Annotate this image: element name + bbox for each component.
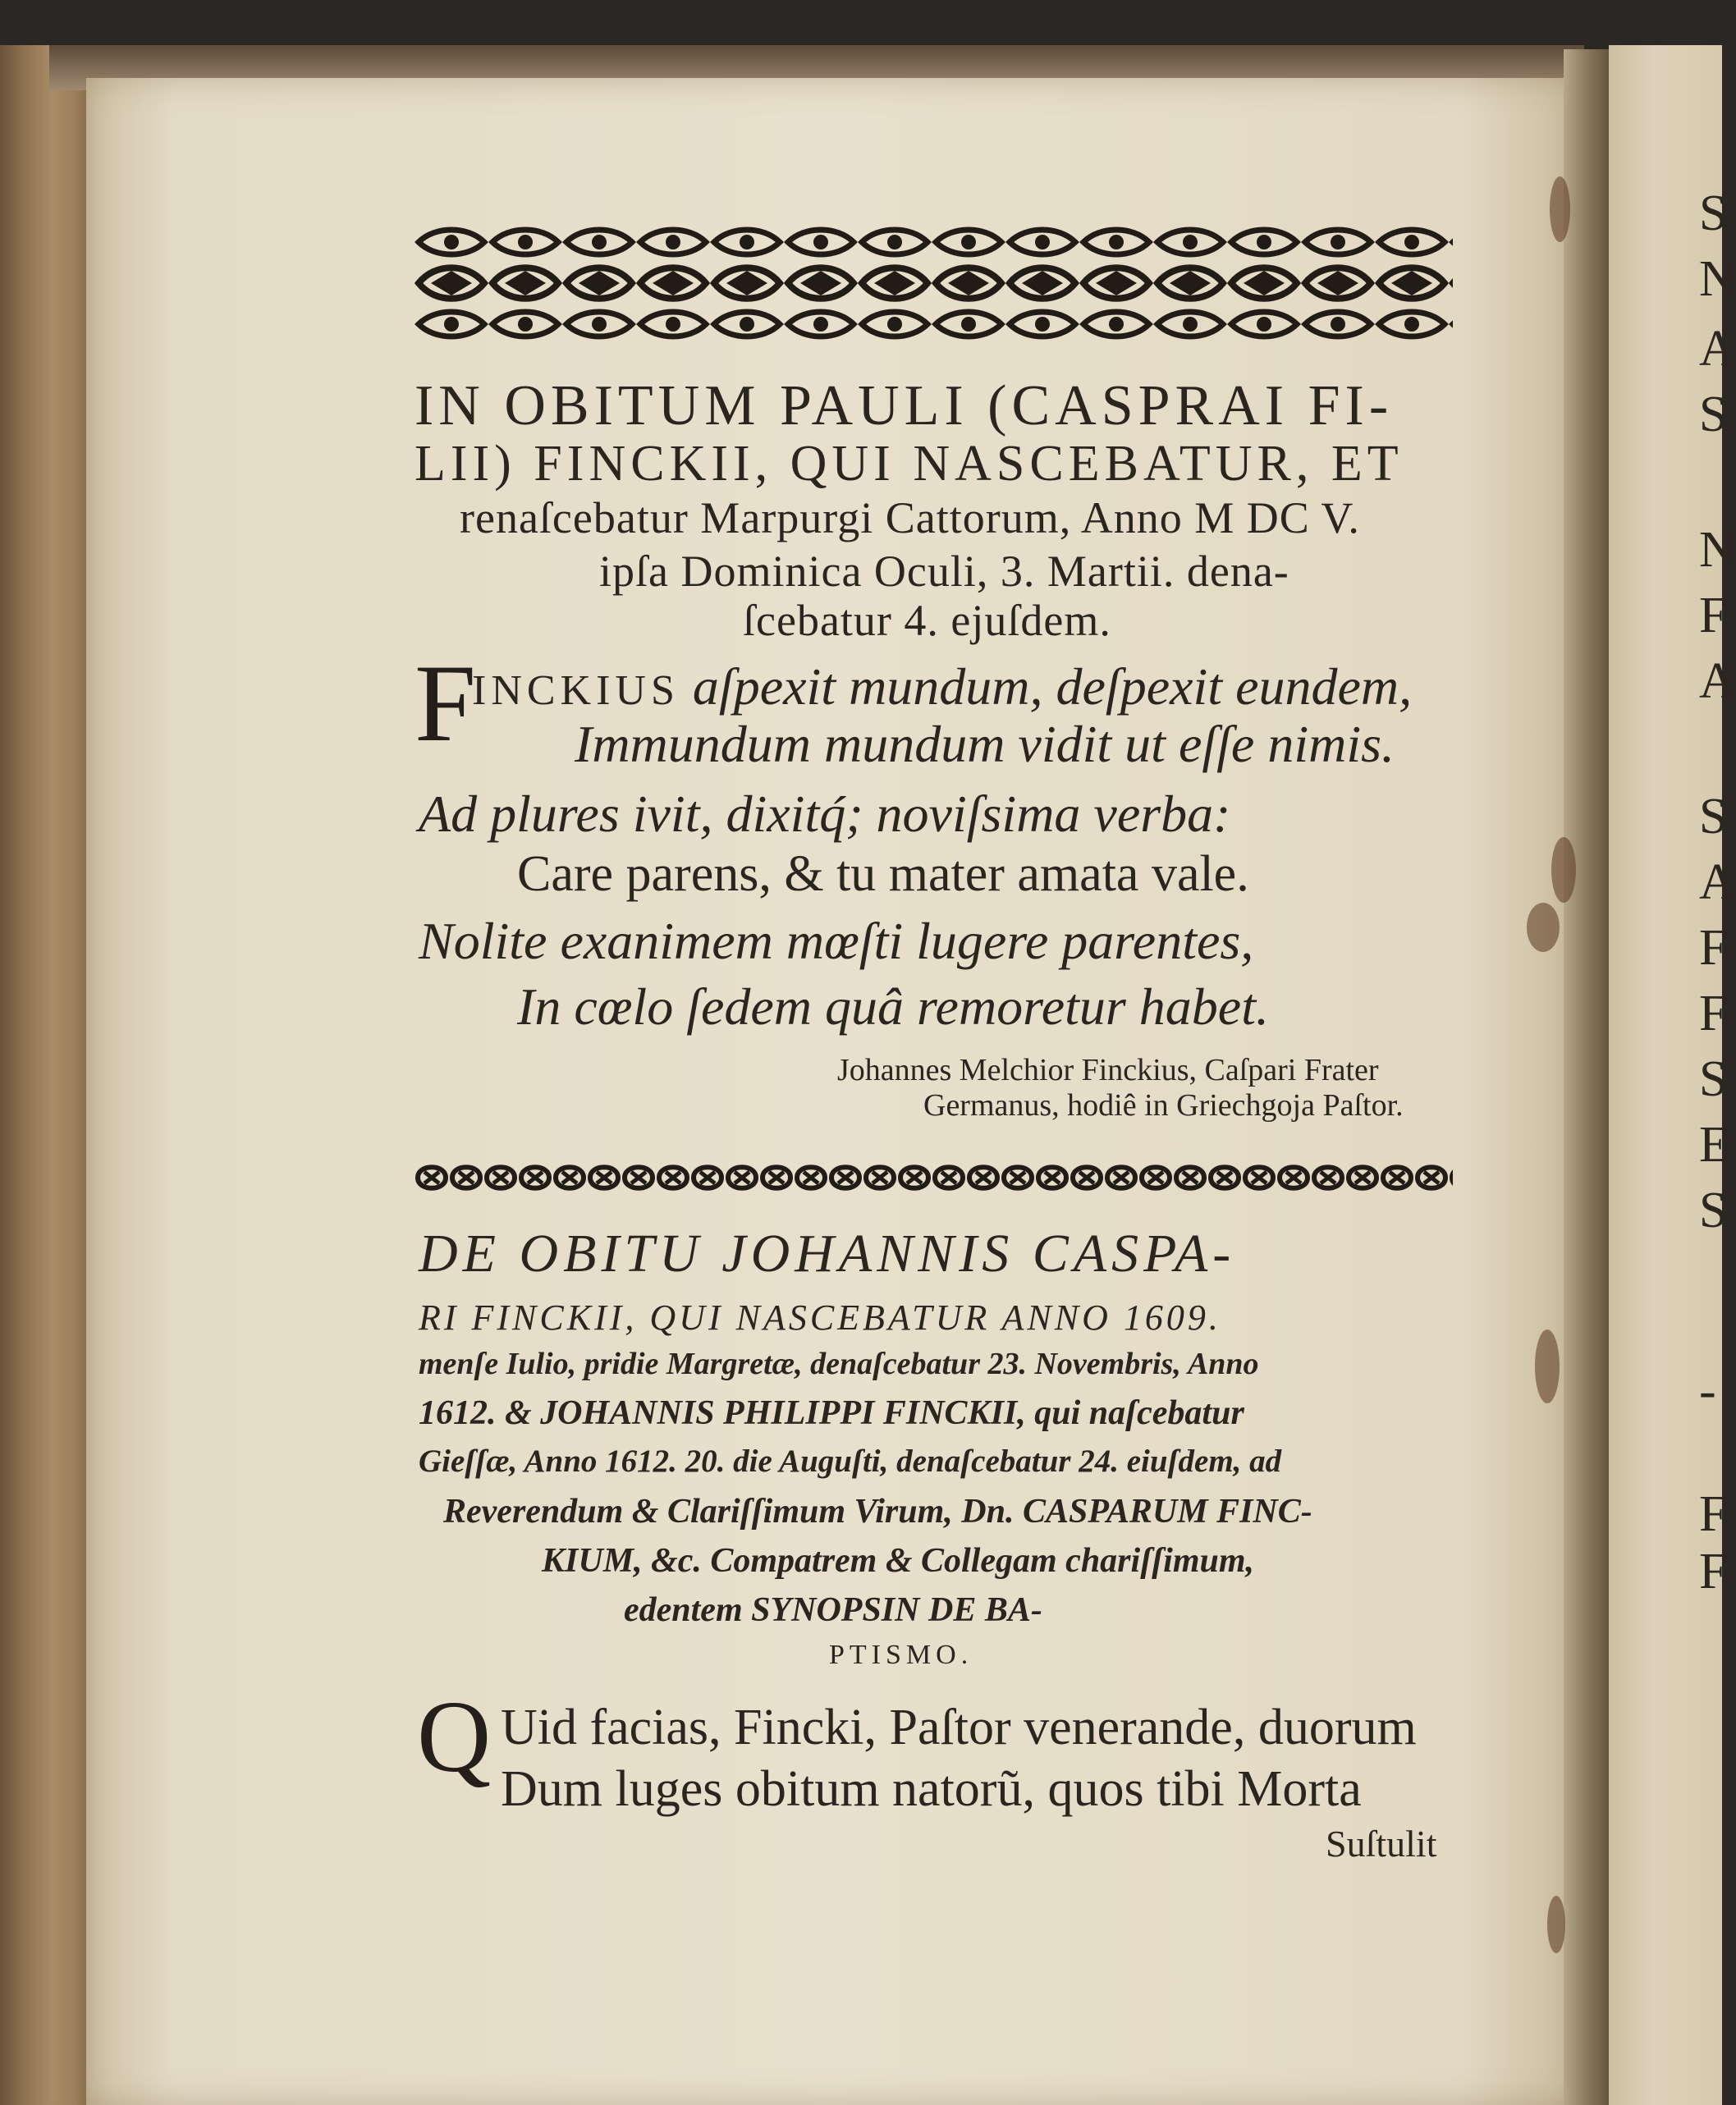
title-line-1: IN OBITUM PAULI (CASPRAI FI- [415, 374, 1394, 437]
next-page-letter: S [1699, 1183, 1728, 1238]
book-spine [0, 45, 94, 2105]
section2-title-line-1: DE OBITU JOHANNIS CASPA- [419, 1224, 1236, 1284]
next-page-letter: S [1699, 387, 1728, 442]
poem1-line-1-text: aſpexit mundum, deſpexit eundem, [692, 657, 1413, 716]
stain-mark [1551, 837, 1576, 903]
next-page-letter: F [1699, 1544, 1728, 1599]
next-page-letter: A [1699, 321, 1736, 377]
next-page-letter: S [1699, 1051, 1728, 1107]
section2-title-line-4: 1612. & JOHANNIS PHILIPPI FINCKII, qui naſcebatur [419, 1394, 1244, 1432]
stain-mark [1527, 903, 1560, 952]
poem1-line-5: Nolite exanimem mœſti lugere parentes, [419, 912, 1254, 970]
section2-title-line-5: Gieſſæ, Anno 1612. 20. die Auguſti, denaſcebatur 24. eiuſdem, ad [419, 1444, 1282, 1479]
section2-title-line-3: menſe Iulio, pridie Margretæ, denaſcebatur 23. Novembris, Anno [419, 1347, 1259, 1381]
poem2-line-1: Uid facias, Fincki, Paſtor venerande, duorum [501, 1700, 1417, 1755]
poem1-line-3: Ad plures ivit, dixitq́; noviſsima verba: [419, 785, 1231, 843]
signature-line-2: Germanus, hodiê in Griechgoja Paſtor. [923, 1088, 1404, 1123]
signature-line-1: Johannes Melchior Finckius, Caſpari Frater [837, 1053, 1379, 1087]
title-line-4: ipſa Dominica Oculi, 3. Martii. dena- [599, 547, 1289, 596]
title-line-5: ſcebatur 4. ejuſdem. [743, 596, 1111, 645]
ornament-band-top [415, 226, 1453, 341]
poem1-line-1 [472, 657, 1412, 717]
next-page-letter: F [1699, 588, 1728, 643]
next-page-letter: F [1699, 986, 1728, 1041]
section2-title-line-7: KIUM, &c. Compatrem & Collegam chariſſimum, [542, 1542, 1255, 1580]
ornament-band-middle [415, 1157, 1453, 1198]
stain-mark [1535, 1329, 1560, 1403]
poem2-line-2: Dum luges obitum natorũ, quos tibi Morta [501, 1761, 1362, 1817]
book-gutter [1564, 49, 1613, 2105]
poem1-line-4: Care parens, & tu mater amata vale. [517, 846, 1249, 902]
next-page-letter: A [1699, 854, 1736, 910]
stain-mark [1550, 176, 1570, 242]
next-page-letter: N [1699, 251, 1736, 307]
catchword: Suſtulit [1326, 1823, 1437, 1865]
next-page-letter: S [1699, 789, 1728, 844]
poem1-line-6: In cœlo ſedem quâ remoretur habet. [517, 977, 1269, 1036]
next-page-letter: S [1699, 185, 1728, 241]
drop-capital-q: Q [417, 1681, 492, 1794]
section2-title-line-9: PTISMO. [829, 1640, 973, 1670]
next-page-letter: E [1699, 1117, 1730, 1173]
section2-title-line-8: edentem SYNOPSIN DE BA- [624, 1591, 1042, 1629]
next-page-letter: - [1699, 1363, 1716, 1419]
section2-title-line-2: RI FINCKII, QUI NASCEBATUR ANNO 1609. [419, 1297, 1221, 1338]
poem1-line-1-smallcaps: INCKIUS [472, 667, 680, 714]
next-page-letter: N [1699, 522, 1736, 578]
next-page-letter: A [1699, 653, 1736, 709]
section2-title-line-6: Reverendum & Clariſſimum Virum, Dn. CASPARUM FINC- [443, 1493, 1312, 1531]
next-page-letters [1699, 0, 1736, 2105]
title-line-2: LII) FINCKII, QUI NASCEBATUR, ET [415, 436, 1404, 492]
poem1-line-2: Immundum mundum vidit ut eſſe nimis. [575, 715, 1395, 773]
drop-capital-f: F [415, 643, 477, 765]
stain-mark [1547, 1896, 1565, 1953]
next-page-letter: F [1699, 920, 1728, 976]
next-page-letter: F [1699, 1486, 1728, 1542]
title-line-3: renaſcebatur Marpurgi Cattorum, Anno M DC V. [460, 493, 1360, 542]
